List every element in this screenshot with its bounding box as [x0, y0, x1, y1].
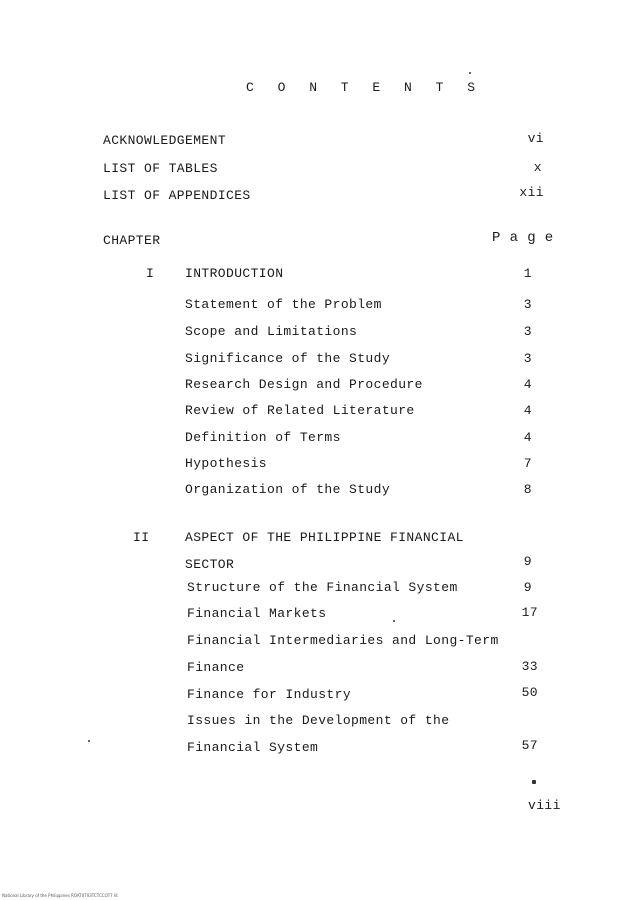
- chapter-title: SECTOR: [185, 557, 235, 572]
- footer-imprint: National Library of the Philippines ROAT0T03TCTCCOT7 lit: [2, 893, 118, 898]
- section-page: 3: [523, 324, 532, 339]
- front-matter-page: xii: [519, 185, 544, 200]
- section-page: 4: [523, 430, 532, 445]
- section-label: Issues in the Development of the: [187, 713, 450, 728]
- section-label: Statement of the Problem: [185, 297, 382, 312]
- section-page: 17: [521, 605, 538, 620]
- section-label: Research Design and Procedure: [185, 377, 423, 392]
- section-label: Scope and Limitations: [185, 324, 358, 339]
- section-label: Hypothesis: [185, 456, 268, 471]
- section-label: Finance: [187, 660, 245, 675]
- section-page: 8: [523, 482, 532, 497]
- section-page: 33: [521, 659, 538, 674]
- scan-speck: [532, 780, 536, 784]
- section-page: 4: [523, 377, 532, 392]
- section-label: Review of Related Literature: [185, 403, 415, 418]
- scan-speck: [393, 620, 395, 622]
- contents-title: C O N T E N T S: [246, 80, 484, 95]
- scan-speck: [469, 72, 471, 74]
- section-page: 3: [523, 297, 532, 312]
- section-label: Organization of the Study: [185, 482, 391, 497]
- scan-speck: [88, 740, 90, 742]
- section-label: Significance of the Study: [185, 351, 391, 366]
- front-matter-label: LIST OF APPENDICES: [103, 188, 251, 203]
- section-page: 3: [523, 351, 532, 366]
- section-page: 9: [523, 580, 532, 595]
- chapter-numeral: II: [133, 530, 150, 545]
- page-number: viii: [528, 798, 561, 813]
- section-page: 50: [521, 685, 538, 700]
- section-label: Definition of Terms: [185, 430, 341, 445]
- chapter-title: ASPECT OF THE PHILIPPINE FINANCIAL: [185, 530, 464, 545]
- front-matter-page: vi: [527, 131, 544, 146]
- section-page: 7: [523, 456, 532, 471]
- chapter-title-page: 1: [523, 266, 532, 281]
- front-matter-label: LIST OF TABLES: [103, 161, 218, 176]
- section-page: 4: [523, 403, 532, 418]
- section-page: 57: [521, 738, 538, 753]
- front-matter-label: ACKNOWLEDGEMENT: [103, 133, 227, 148]
- front-matter-page: x: [533, 160, 542, 175]
- chapter-numeral: I: [146, 266, 155, 281]
- chapter-title-page: 9: [523, 554, 532, 569]
- section-label: Finance for Industry: [187, 687, 352, 702]
- section-label: Financial System: [187, 740, 319, 755]
- section-label: Structure of the Financial System: [187, 580, 458, 595]
- section-label: Financial Markets: [187, 606, 327, 621]
- chapter-title: INTRODUCTION: [185, 266, 284, 281]
- section-label: Financial Intermediaries and Long-Term: [187, 633, 499, 648]
- page-column-header: P a g e: [492, 230, 554, 246]
- chapter-header-label: CHAPTER: [103, 233, 161, 248]
